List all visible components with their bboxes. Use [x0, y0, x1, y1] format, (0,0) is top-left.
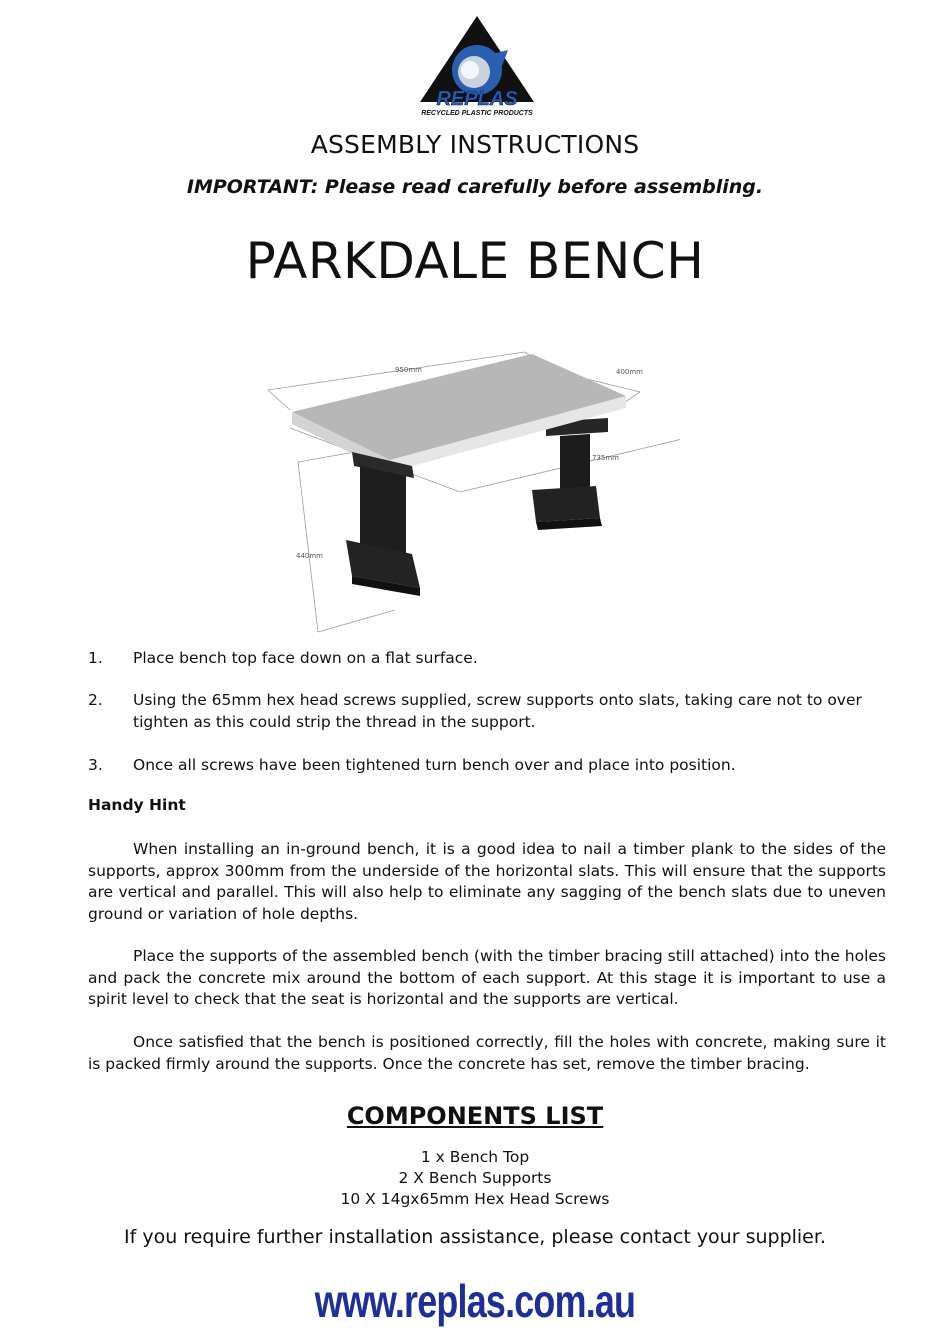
- dim-depth-label: 400mm: [616, 368, 643, 376]
- step-text: Place bench top face down on a flat surface.: [133, 649, 478, 667]
- logo-tagline: RECYCLED PLASTIC PRODUCTS: [421, 110, 533, 117]
- step-text: Once all screws have been tightened turn bench over and place into position.: [133, 756, 736, 774]
- hint-paragraph: Once satisfied that the bench is positioned correctly, fill the holes with concrete, making sure it is packed firmly around the supports. Once the concrete has set, remove the timber bracing.: [88, 1033, 886, 1073]
- contact-note: If you require further installation assistance, please contact your supplier.: [124, 1226, 826, 1248]
- bench-diagram: [260, 340, 680, 640]
- components-heading: COMPONENTS LIST: [346, 1102, 604, 1130]
- replas-logo: [412, 14, 542, 119]
- dim-length-label: 950mm: [395, 366, 422, 374]
- hint-paragraph: When installing an in-ground bench, it is a good idea to nail a timber plank to the sides of the supports, approx 300mm from the underside of the horizontal slats. This will ensure that the supports are vertical and parallel. This will also help to eliminate any sagging of the bench slats due to uneven ground or variation of hole depths.: [88, 840, 886, 923]
- back-support: [532, 418, 608, 530]
- dim-height-label: 440mm: [296, 552, 323, 560]
- hint-paragraph: Place the supports of the assembled bench (with the timber bracing still attached) into the holes and pack the concrete mix around the bottom of each support. At this stage it is important to use a spirit level to check that the seat is horizontal and the supports are vertical.: [88, 947, 886, 1008]
- front-support: [346, 452, 420, 596]
- component-item: 2 X Bench Supports: [398, 1169, 552, 1187]
- step-text: Using the 65mm hex head screws supplied, screw supports onto slats, taking care not to over tighten as this could strip the thread in the support.: [133, 691, 862, 731]
- product-title: PARKDALE BENCH: [245, 232, 705, 290]
- logo-brand: REPLAS: [436, 88, 518, 110]
- important-notice: IMPORTANT: Please read carefully before assembling.: [186, 176, 764, 198]
- step-number: 1.: [88, 649, 103, 667]
- handy-hint-heading: Handy Hint: [88, 796, 186, 814]
- component-item: 10 X 14gx65mm Hex Head Screws: [340, 1190, 610, 1208]
- assembly-heading: ASSEMBLY INSTRUCTIONS: [310, 130, 640, 159]
- dim-width-label: 735mm: [592, 454, 619, 462]
- website-link[interactable]: www.replas.com.au: [314, 1275, 636, 1327]
- step-number: 2.: [88, 691, 103, 709]
- component-item: 1 x Bench Top: [420, 1148, 530, 1166]
- step-number: 3.: [88, 756, 103, 774]
